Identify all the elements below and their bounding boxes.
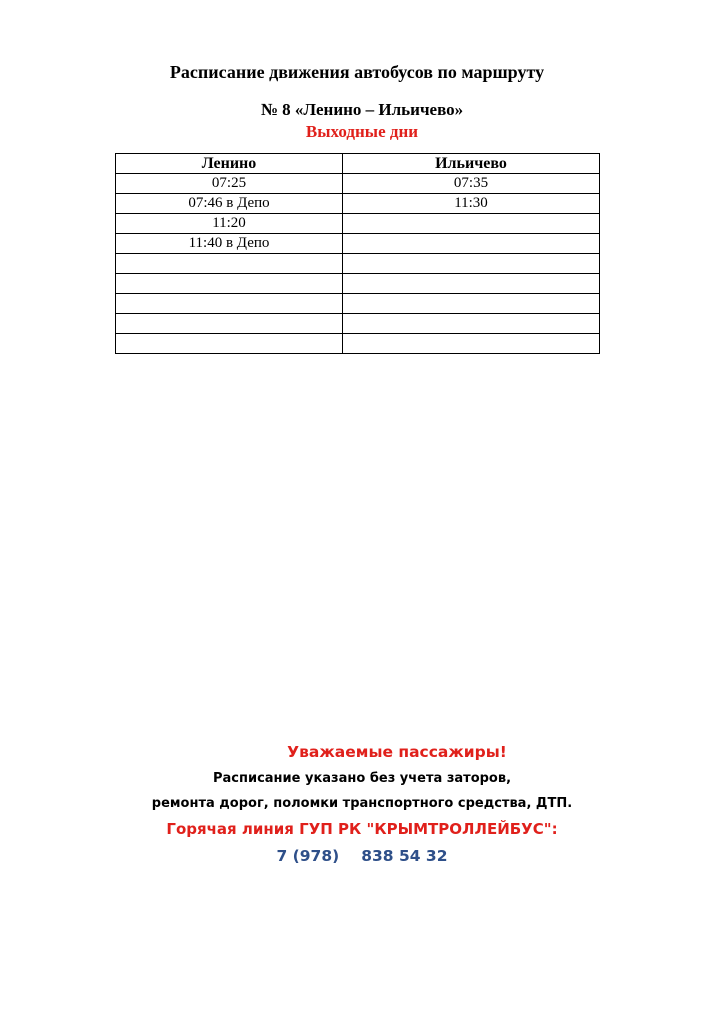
table-cell: 11:40 в Депо	[116, 234, 343, 254]
route-name: № 8 «Ленино – Ильичево»	[260, 100, 464, 119]
schedule-days: Выходные дни	[305, 122, 419, 141]
table-cell	[116, 334, 343, 354]
table-row	[116, 234, 600, 254]
notice-line-1: Расписание указано без учета заторов,	[212, 771, 512, 786]
table-cell	[116, 254, 343, 274]
table-row	[116, 314, 600, 334]
table-cell	[343, 314, 600, 334]
column-header-ilichevo: Ильичево	[343, 154, 600, 174]
notice-line-2: ремонта дорог, поломки транспортного средства, ДТП.	[151, 796, 573, 811]
hotline-phone	[0, 847, 724, 865]
table-cell	[343, 214, 600, 234]
table-cell: 07:46 в Депо	[116, 194, 343, 214]
phone-number: 838 54 32	[361, 847, 448, 865]
table-cell	[116, 314, 343, 334]
table-row	[116, 274, 600, 294]
table-cell	[116, 274, 343, 294]
title-text: Расписание движения автобусов по маршруту	[169, 62, 545, 82]
table-row	[116, 254, 600, 274]
table-cell	[343, 254, 600, 274]
table-row	[116, 334, 600, 354]
table-cell: 07:25	[116, 174, 343, 194]
table-row	[116, 174, 600, 194]
schedule-table	[115, 153, 600, 354]
hotline-label: Горячая линия ГУП РК "КРЫМТРОЛЛЕЙБУС":	[166, 820, 558, 838]
table-cell	[343, 274, 600, 294]
phone-code: 7 (978)	[276, 847, 340, 865]
table-cell	[343, 334, 600, 354]
notice-greeting: Уважаемые пассажиры!	[287, 743, 507, 761]
table-header-row	[116, 154, 600, 174]
table-cell	[343, 294, 600, 314]
table-row	[116, 214, 600, 234]
table-cell	[343, 234, 600, 254]
table-row	[116, 294, 600, 314]
table-row	[116, 194, 600, 214]
table-cell	[116, 294, 343, 314]
table-cell: 11:30	[343, 194, 600, 214]
page-title	[0, 62, 724, 83]
table-cell: 07:35	[343, 174, 600, 194]
column-header-lenino: Ленино	[116, 154, 343, 174]
table-cell: 11:20	[116, 214, 343, 234]
